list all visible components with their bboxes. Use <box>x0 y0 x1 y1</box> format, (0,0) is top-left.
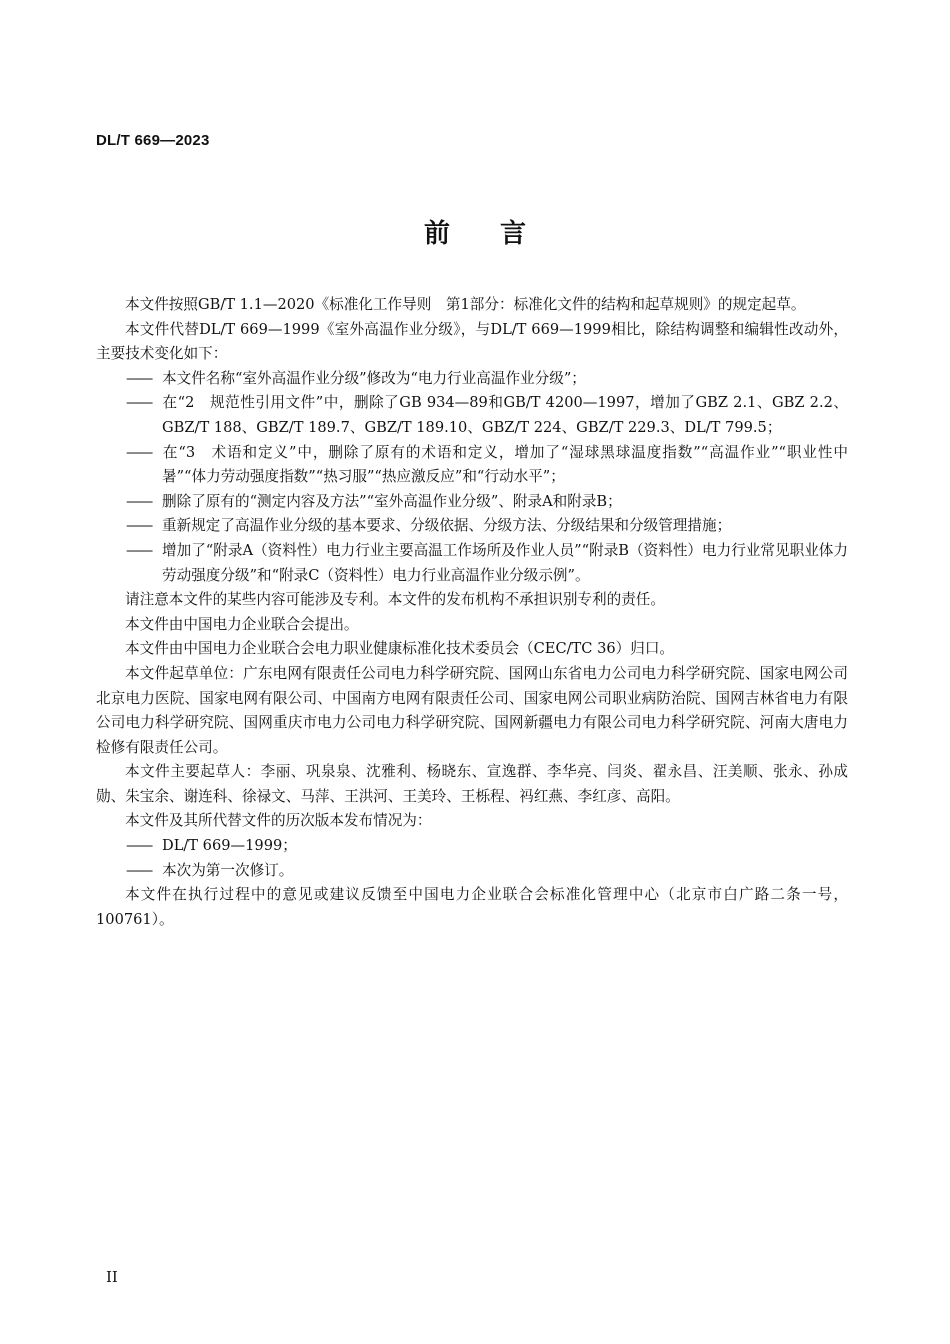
list-item: —— 本次为第一次修订。 <box>96 859 848 884</box>
paragraph-committee: 本文件由中国电力企业联合会电力职业健康标准化技术委员会（CEC/TC 36）归口。 <box>125 640 675 658</box>
paragraph-proposer: 本文件由中国电力企业联合会提出。 <box>125 615 359 633</box>
list-item: —— 在“3 术语和定义”中，删除了原有的术语和定义，增加了“湿球黑球温度指数”“高温作业”“职业性中暑”“体力劳动强度指数”“热习服”“热应激反应”和“行动水平”； <box>96 441 848 490</box>
paragraph-drafting-rules: 本文件按照GB/T 1.1—2020《标准化工作导则 第1部分：标准化文件的结构和起草规则》的规定起草。 <box>125 296 806 313</box>
versions-list <box>96 834 848 883</box>
paragraph-version-history: 本文件及其所代替文件的历次版本发布情况为： <box>125 812 432 830</box>
changes-list <box>96 367 848 588</box>
list-item: —— DL/T 669—1999； <box>96 834 848 859</box>
document-number: DL/T 669—2023 <box>96 132 210 149</box>
paragraph-patent-notice: 请注意本文件的某些内容可能涉及专利。本文件的发布机构不承担识别专利的责任。 <box>125 591 665 609</box>
page-number: II <box>106 1268 118 1286</box>
list-dash: —— <box>126 443 152 461</box>
list-dash: —— <box>126 369 152 387</box>
list-dash: —— <box>126 861 152 879</box>
list-dash: —— <box>126 492 152 510</box>
list-item: —— 增加了“附录A（资料性）电力行业主要高温工作场所及作业人员”“附录B（资料性）电力行业常见职业体力劳动强度分级”和“附录C（资料性）电力行业高温作业分级示例”。 <box>96 539 848 588</box>
list-dash: —— <box>126 837 152 855</box>
list-dash: —— <box>126 517 152 535</box>
list-dash: —— <box>126 541 152 559</box>
list-item: —— 本文件名称“室外高温作业分级”修改为“电力行业高温作业分级”； <box>96 367 848 392</box>
foreword-body <box>96 293 848 932</box>
paragraph-replacement: 本文件代替DL/T 669—1999《室外高温作业分级》，与DL/T 669—1999相比，除结构调整和编辑性改动外，主要技术变化如下： <box>96 320 848 363</box>
page-title: 前言 <box>423 219 576 249</box>
list-item: —— 重新规定了高温作业分级的基本要求、分级依据、分级方法、分级结果和分级管理措施； <box>96 514 848 539</box>
paragraph-feedback: 本文件在执行过程中的意见或建议反馈至中国电力企业联合会标准化管理中心（北京市白广路二条一号，100761）。 <box>96 886 848 928</box>
list-dash: —— <box>126 394 152 412</box>
list-item: —— 删除了原有的“测定内容及方法”“室外高温作业分级”、附录A和附录B； <box>96 490 848 515</box>
paragraph-drafting-units: 本文件起草单位：广东电网有限责任公司电力科学研究院、国网山东省电力公司电力科学研究院、国家电网公司北京电力医院、国家电网有限公司、中国南方电网有限责任公司、国家电网公司职业病防治院、国网吉林省电力有限公司电力科学研究院、国网重庆市电力公司电力科学研究院、国网新疆电力有限公司电力科学研究院、河南大唐电力检修有限责任公司。 <box>96 664 848 756</box>
list-item: —— 在“2 规范性引用文件”中，删除了GB 934—89和GB/T 4200—1997，增加了GBZ 2.1、GBZ 2.2、GBZ/T 188、GBZ/T 189.7、GBZ/T 189.10、GBZ/T 224、GBZ/T 229.3、DL/T 799.5； <box>96 391 848 440</box>
paragraph-drafters: 本文件主要起草人：李丽、巩泉泉、沈雅利、杨晓东、宣逸群、李华亮、闫炎、翟永昌、汪美顺、张永、孙成勋、朱宝余、谢连科、徐禄文、马萍、王洪河、王美玲、王栎程、祃红燕、李红彦、高阳。 <box>96 763 848 805</box>
